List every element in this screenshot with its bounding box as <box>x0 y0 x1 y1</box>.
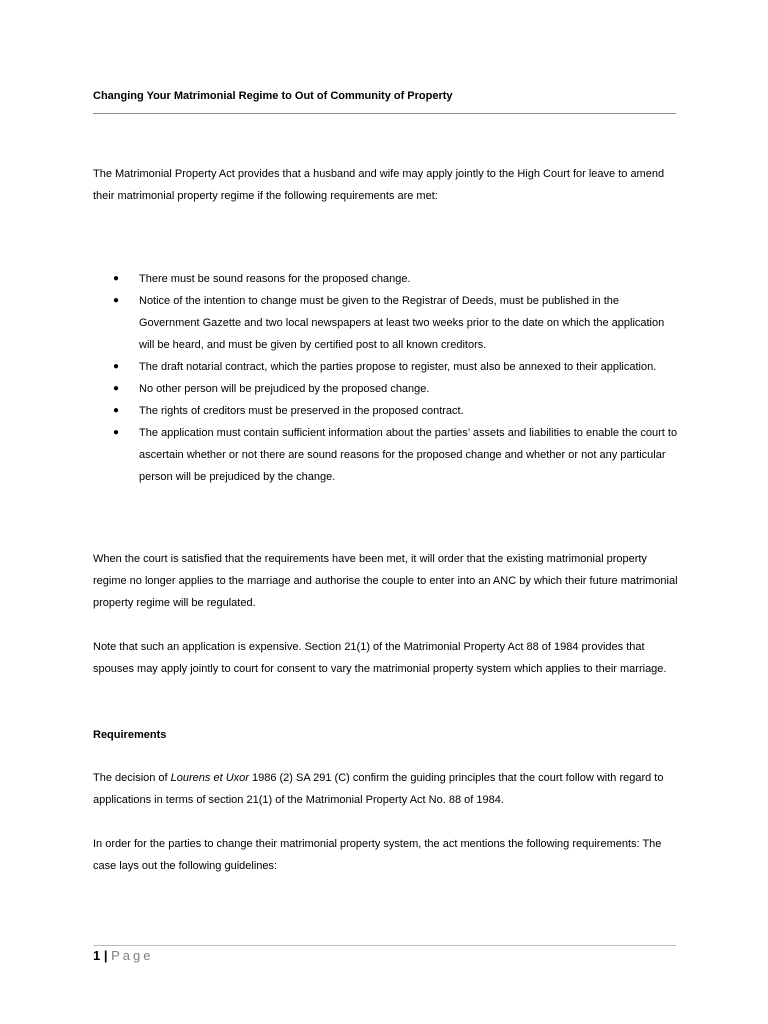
page-footer <box>93 946 154 966</box>
bullet-icon: ● <box>113 273 120 284</box>
document-title: Changing Your Matrimonial Regime to Out of Community of Property <box>93 90 453 102</box>
requirements-list <box>93 268 678 488</box>
list-item: ● Notice of the intention to change must be given to the Registrar of Deeds, must be published in the Government Gazette and two local newspapers at least two weeks prior to the date on which the application will be heard, and must be given by certified post to all known creditors. <box>93 290 678 356</box>
page-number: 1 <box>93 948 101 963</box>
bullet-icon: ● <box>113 405 120 416</box>
footer-separator: | <box>103 948 108 963</box>
page-label: Page <box>111 948 154 963</box>
list-item: ● The draft notarial contract, which the parties propose to register, must also be annexed to their application. <box>93 356 678 378</box>
case-name: Lourens et Uxor <box>170 772 249 784</box>
requirements-heading: Requirements <box>93 729 167 741</box>
list-item: ● No other person will be prejudiced by the proposed change. <box>93 378 678 400</box>
note-paragraph: Note that such an application is expensive. Section 21(1) of the Matrimonial Property Act 88 of 1984 provides that spouses may apply jointly to court for consent to vary the matrimonial property system which applies to their marriage. <box>93 641 667 675</box>
court-satisfied-paragraph: When the court is satisfied that the requirements have been met, it will order that the existing matrimonial property regime no longer applies to the marriage and authorise the couple to enter into an ANC by which their future matrimonial property regime will be regulated. <box>93 553 678 609</box>
list-item: ● The rights of creditors must be preserved in the proposed contract. <box>93 400 678 422</box>
intro-paragraph: The Matrimonial Property Act provides that a husband and wife may apply jointly to the High Court for leave to amend their matrimonial property regime if the following requirements are met: <box>93 168 665 202</box>
bullet-icon: ● <box>113 295 120 306</box>
list-item: ● There must be sound reasons for the proposed change. <box>93 268 678 290</box>
order-paragraph: In order for the parties to change their matrimonial property system, the act mentions the following requirements: The case lays out the following guidelines: <box>93 838 662 872</box>
footer-divider <box>93 945 676 946</box>
bullet-icon: ● <box>113 427 120 438</box>
decision-paragraph: The decision of Lourens et Uxor 1986 (2) SA 291 (C) confirm the guiding principles that the court follow with regard to applications in terms of section 21(1) of the Matrimonial Property Act No. 88 of 1984. <box>93 772 664 806</box>
bullet-icon: ● <box>113 361 120 372</box>
header-divider <box>93 113 676 114</box>
list-item: ● The application must contain sufficient information about the parties’ assets and liabilities to enable the court to ascertain whether or not there are sound reasons for the proposed change and whether or not any particular person will be prejudiced by the change. <box>93 422 678 488</box>
bullet-icon: ● <box>113 383 120 394</box>
